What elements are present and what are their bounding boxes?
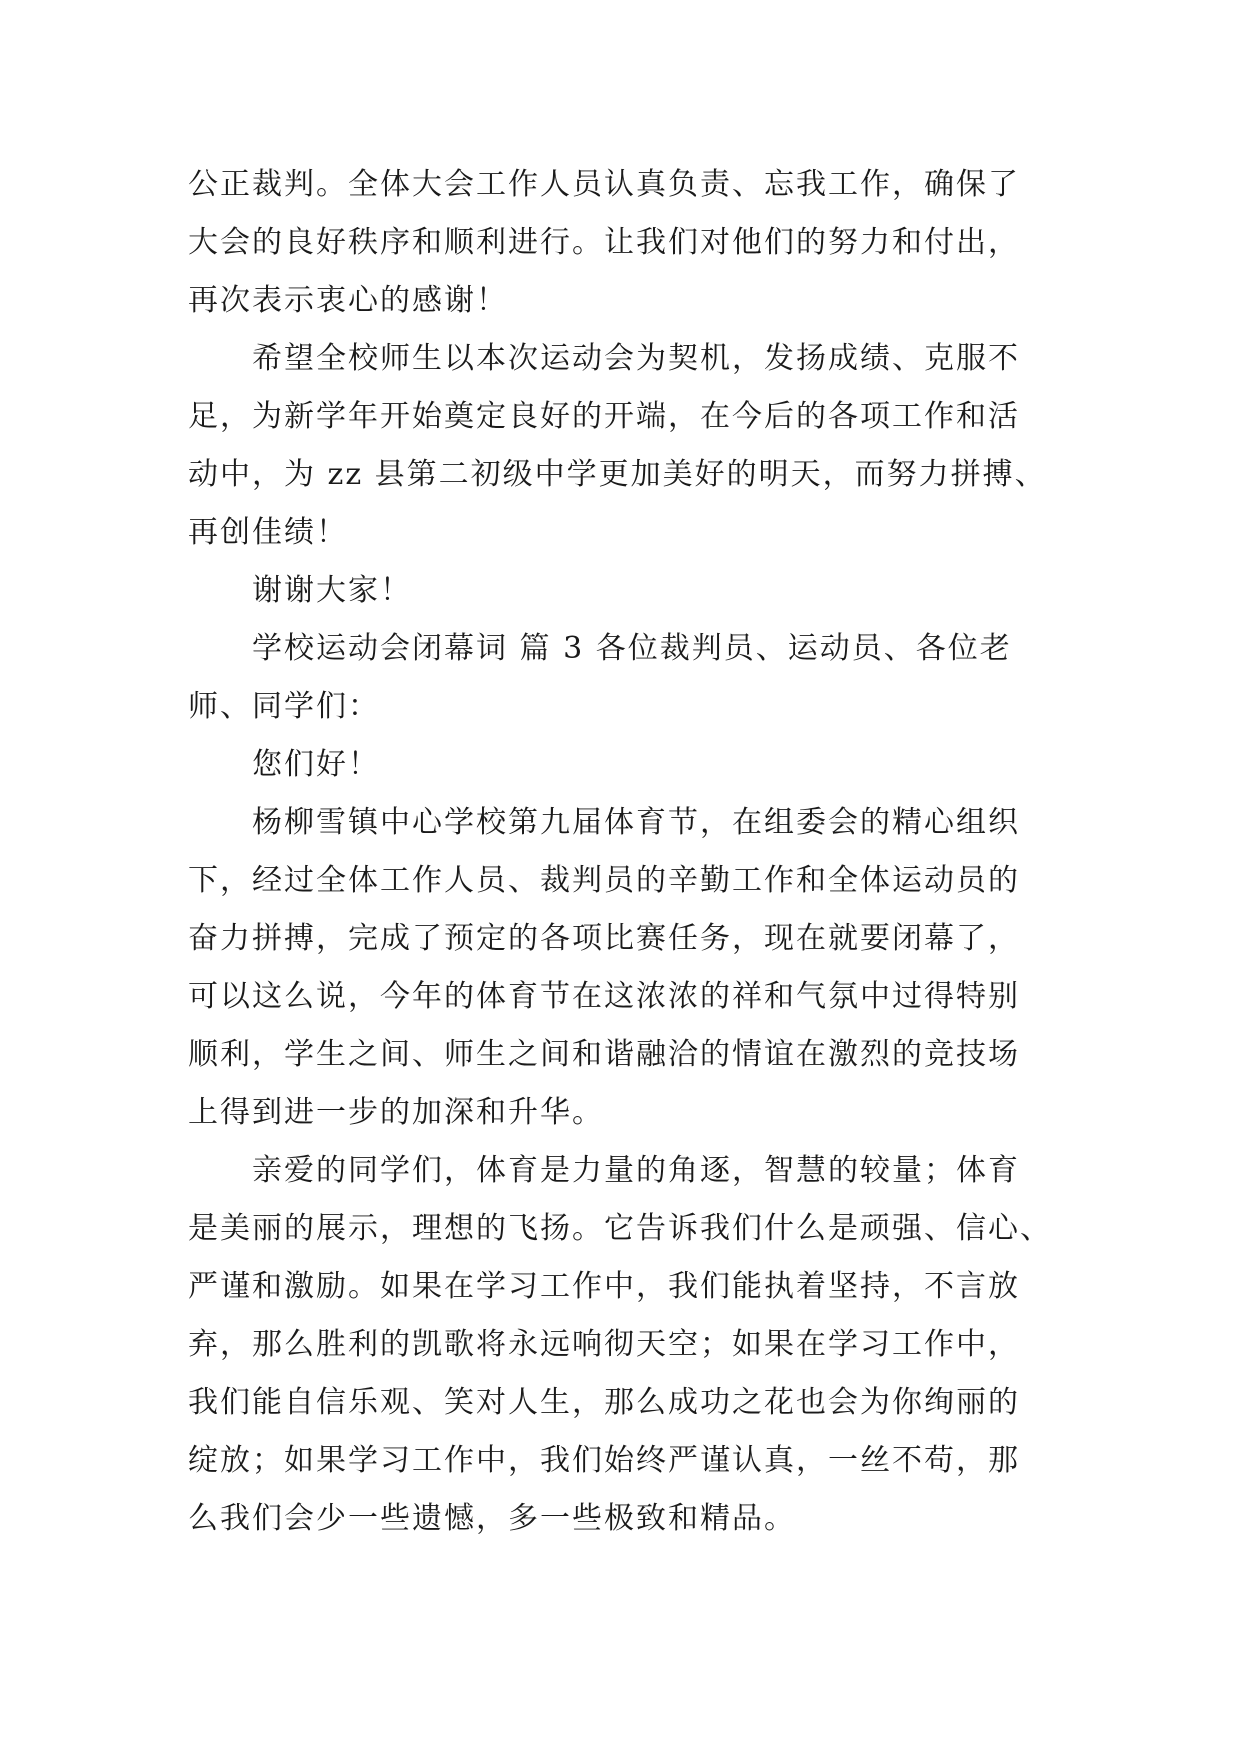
text-line: 再次表示衷心的感谢！ <box>188 283 508 318</box>
text-line: 顺利，学生之间、师生之间和谐融洽的情谊在激烈的竞技场 <box>188 1037 1020 1072</box>
text-line: 杨柳雪镇中心学校第九届体育节，在组委会的精心组织 <box>252 805 1020 840</box>
text-line: 再创佳绩！ <box>188 515 348 550</box>
text-line: 公正裁判。全体大会工作人员认真负责、忘我工作，确保了 <box>188 167 1020 202</box>
text-line: 学校运动会闭幕词 篇 3 各位裁判员、运动员、各位老 <box>252 631 1012 666</box>
text-line: 我们能自信乐观、笑对人生，那么成功之花也会为你绚丽的 <box>188 1385 1020 1420</box>
text-line: 下，经过全体工作人员、裁判员的辛勤工作和全体运动员的 <box>188 863 1020 898</box>
text-line: 谢谢大家！ <box>252 573 412 608</box>
text-line: 亲爱的同学们，体育是力量的角逐，智慧的较量；体育 <box>252 1153 1020 1188</box>
body-text <box>188 156 1058 1548</box>
text-line: 绽放；如果学习工作中，我们始终严谨认真，一丝不苟，那 <box>188 1443 1020 1478</box>
text-line: 奋力拼搏，完成了预定的各项比赛任务，现在就要闭幕了， <box>188 921 1020 956</box>
text-line: 严谨和激励。如果在学习工作中，我们能执着坚持，不言放 <box>188 1269 1020 1304</box>
text-line: 师、同学们： <box>188 689 380 724</box>
text-line: 大会的良好秩序和顺利进行。让我们对他们的努力和付出， <box>188 225 1020 260</box>
text-line: 希望全校师生以本次运动会为契机，发扬成绩、克服不 <box>252 341 1020 376</box>
text-line: 弃，那么胜利的凯歌将永远响彻天空；如果在学习工作中， <box>188 1327 1020 1362</box>
text-line: 是美丽的展示，理想的飞扬。它告诉我们什么是顽强、信心、 <box>188 1211 1052 1246</box>
text-line: 足，为新学年开始奠定良好的开端，在今后的各项工作和活 <box>188 399 1020 434</box>
text-line: 么我们会少一些遗憾，多一些极致和精品。 <box>188 1501 796 1536</box>
text-line: 您们好！ <box>252 747 380 782</box>
text-line: 可以这么说，今年的体育节在这浓浓的祥和气氛中过得特别 <box>188 979 1020 1014</box>
text-line: 上得到进一步的加深和升华。 <box>188 1095 604 1130</box>
text-line: 动中，为 zz 县第二初级中学更加美好的明天，而努力拼搏、 <box>188 457 1047 492</box>
